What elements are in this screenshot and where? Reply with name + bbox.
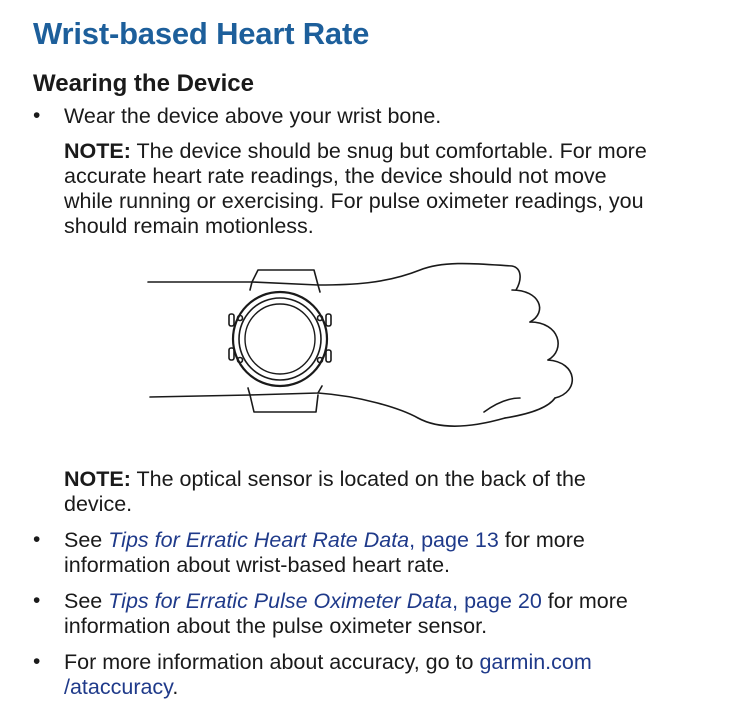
accuracy-text: For more information about accuracy, go to (64, 650, 480, 674)
tip-prefix: See (64, 589, 109, 613)
note-text-line: device. (64, 492, 133, 516)
page-13-link[interactable]: , page 13 (409, 528, 499, 552)
tip-line-2: information about wrist-based heart rate. (64, 553, 451, 577)
tips-pulse-ox-link[interactable]: Tips for Erratic Pulse Oximeter Data (108, 589, 453, 613)
period: . (172, 675, 179, 699)
note-text-line: The device should be snug but comfortable. For more (130, 139, 647, 163)
tip-line-2: information about the pulse oximeter sensor. (64, 614, 488, 638)
bullet-text-accuracy (64, 650, 724, 700)
bullet-text-tip-heart-rate (64, 528, 724, 578)
note-text-line: The optical sensor is located on the back of the (130, 467, 586, 491)
bullet-marker: • (33, 650, 41, 673)
tips-heart-rate-link[interactable]: Tips for Erratic Heart Rate Data (108, 528, 410, 552)
note-label: NOTE: (64, 467, 131, 491)
note-text-line: while running or exercising. For pulse oximeter readings, you (64, 189, 644, 213)
bullet-text-wear: Wear the device above your wrist bone. (64, 104, 442, 128)
tip-suffix: for more (498, 528, 585, 552)
tip-prefix: See (64, 528, 109, 552)
note-text-line: accurate heart rate readings, the device should not move (64, 164, 607, 188)
ataccuracy-link[interactable]: /ataccuracy (64, 675, 173, 699)
page-title: Wrist-based Heart Rate (33, 16, 370, 51)
bullet-marker: • (33, 589, 41, 612)
note-text-line: should remain motionless. (64, 214, 314, 238)
section-heading: Wearing the Device (33, 70, 254, 97)
note-label: NOTE: (64, 139, 131, 163)
tip-suffix: for more (541, 589, 628, 613)
bullet-marker: • (33, 528, 41, 551)
bullet-marker: • (33, 104, 41, 127)
bullet-text-tip-pulse-ox (64, 589, 724, 639)
note-paragraph-sensor (64, 467, 724, 517)
garmin-link[interactable]: garmin.com (479, 650, 592, 674)
page-20-link[interactable]: , page 20 (452, 589, 542, 613)
